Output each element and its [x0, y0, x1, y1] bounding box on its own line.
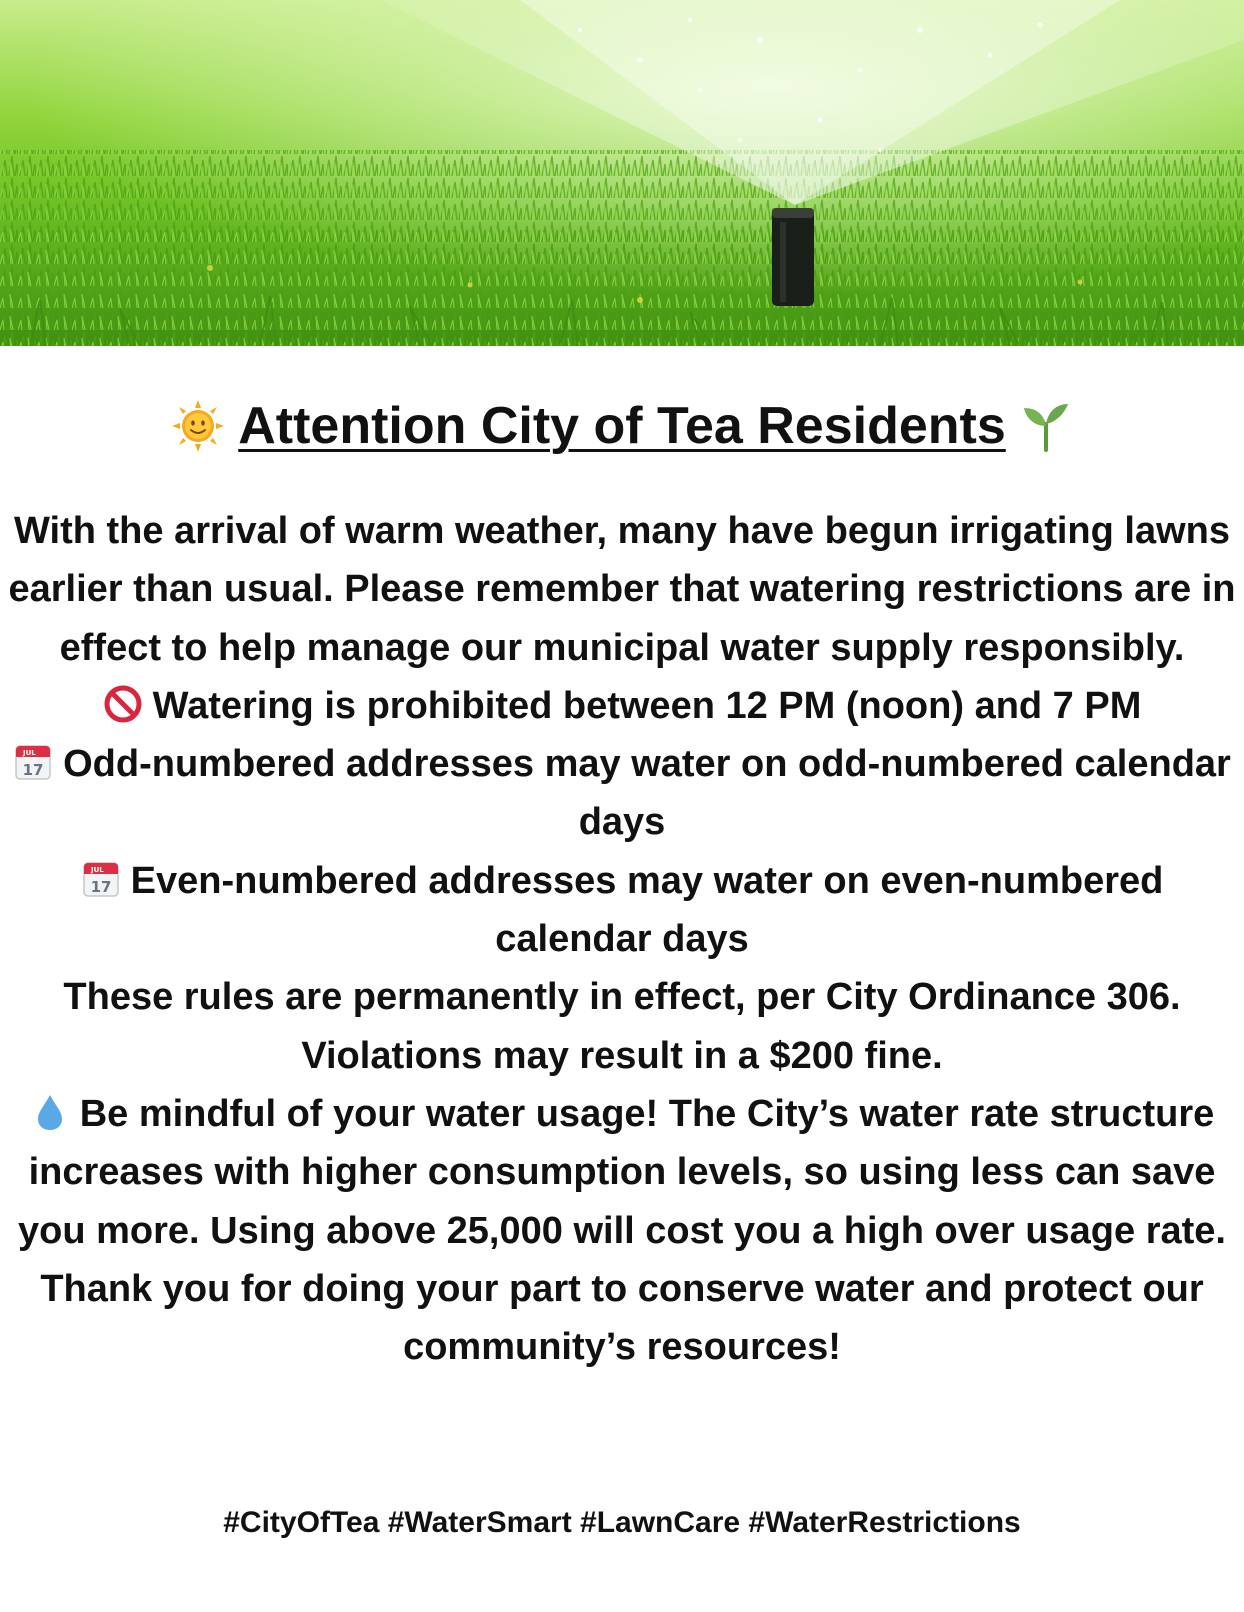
intro-paragraph: With the arrival of warm weather, many have begun irrigating lawns earlier than usual. Please remember that watering restrictions are in effect to help manage our municipal water supply responsibly.	[8, 510, 1236, 669]
usage-paragraph	[0, 1085, 1244, 1260]
svg-text:JUL: JUL	[90, 865, 104, 874]
seedling-icon	[1020, 400, 1072, 452]
usage-text: Be mindful of your water usage! The City’s water rate structure increases with higher consumption levels, so using less can save you more. Using above 25,000 will cost you a high over usage rate.	[18, 1092, 1226, 1252]
hashtags: #CityOfTea #WaterSmart #LawnCare #WaterRestrictions	[223, 1506, 1021, 1539]
calendar-icon	[13, 741, 53, 781]
title-row	[0, 396, 1244, 456]
svg-text:17: 17	[90, 877, 112, 896]
rule-text: Watering is prohibited between 12 PM (noon) and 7 PM	[152, 684, 1142, 727]
sun-with-face-icon	[172, 400, 224, 452]
ordinance-paragraph: These rules are permanently in effect, per City Ordinance 306. Violations may result in a $200 fine.	[63, 976, 1181, 1077]
body-text	[0, 502, 1244, 1376]
page-title: Attention City of Tea Residents	[238, 397, 1006, 455]
rule-item	[0, 852, 1244, 969]
thanks-paragraph: Thank you for doing your part to conserve water and protect our community’s resources!	[40, 1267, 1204, 1369]
calendar-icon	[81, 858, 121, 898]
svg-text:17: 17	[22, 761, 44, 780]
rule-text: Even-numbered addresses may water on even-numbered calendar days	[130, 859, 1164, 961]
droplet-icon	[30, 1091, 70, 1131]
announcement	[0, 346, 1244, 1612]
hero-image	[0, 0, 1244, 346]
rule-item	[0, 735, 1244, 852]
rule-text: Odd-numbered addresses may water on odd-numbered calendar days	[63, 743, 1231, 844]
svg-text:JUL: JUL	[23, 749, 36, 758]
rule-item	[0, 677, 1244, 735]
prohibited-icon	[103, 683, 143, 723]
